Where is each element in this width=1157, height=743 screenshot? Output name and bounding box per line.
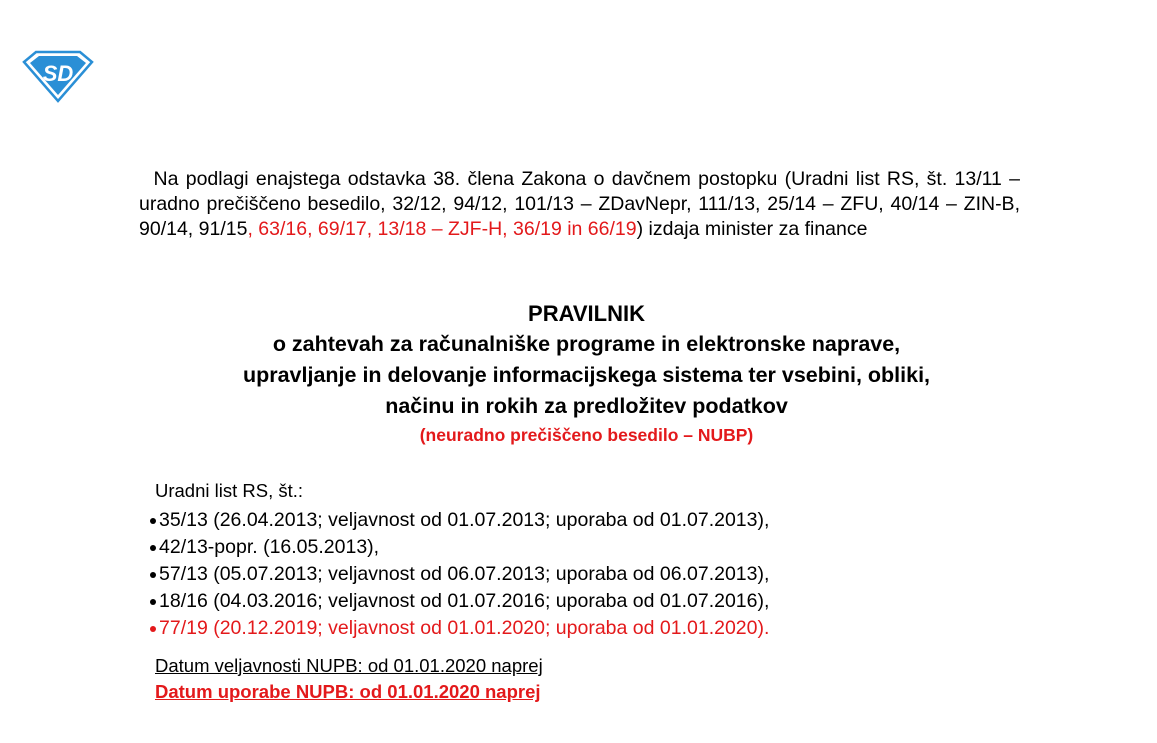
- bullet-icon: [150, 518, 156, 524]
- list-item-text: 42/13-popr. (16.05.2013),: [159, 536, 380, 558]
- title-line-2: upravljanje in delovanje informacijskega sistema ter vsebini, obliki,: [242, 363, 931, 387]
- title-note: (neuradno prečiščeno besedilo – NUBP): [419, 425, 754, 445]
- intro-paragraph: [139, 167, 1020, 242]
- intro-text-3: ) izdaja minister za finance: [636, 218, 868, 240]
- intro-text-1: Na podlagi enajstega odstavka 38. člena Zakona o davčnem postopku (Uradni list RS, št. 13/11 – uradno prečiščeno besedilo, 32/12, 94/12, 101/13 – ZDavNepr, 111/13, 25/14 – ZFU, 40/14 – ZIN-B, 90/14, 91/15: [139, 168, 1020, 240]
- list-item-text: 18/16 (04.03.2016; veljavnost od 01.07.2016; uporaba od 01.07.2016),: [159, 590, 770, 612]
- list-item-text: 57/13 (05.07.2013; veljavnost od 06.07.2013; uporaba od 06.07.2013),: [159, 563, 770, 585]
- list-item: [149, 534, 769, 561]
- application-date: Datum uporabe NUPB: od 01.01.2020 naprej: [155, 681, 541, 702]
- logo: [20, 48, 96, 104]
- validity-date: Datum veljavnosti NUPB: od 01.01.2020 naprej: [155, 655, 543, 676]
- list-item: [149, 588, 769, 615]
- bullet-icon: [150, 626, 156, 632]
- list-item: [149, 561, 769, 588]
- list-item-text: 77/19 (20.12.2019; veljavnost od 01.01.2020; uporaba od 01.01.2020).: [159, 617, 770, 639]
- title-block: [140, 299, 1033, 448]
- bullet-icon: [150, 599, 156, 605]
- list-item-text: 35/13 (26.04.2013; veljavnost od 01.07.2013; uporaba od 01.07.2013),: [159, 509, 770, 531]
- document-title: PRAVILNIK: [528, 301, 645, 326]
- list-item: [149, 615, 769, 642]
- dates-block: [155, 653, 543, 705]
- bullet-icon: [150, 545, 156, 551]
- title-line-3: načinu in rokih za predložitev podatkov: [385, 394, 788, 418]
- title-line-1: o zahtevah za računalniške programe in elektronske naprave,: [272, 332, 901, 356]
- bullet-icon: [150, 572, 156, 578]
- list-item: [149, 507, 769, 534]
- gazette-list: [149, 507, 769, 642]
- intro-text-amendments: , 63/16, 69/17, 13/18 – ZJF-H, 36/19 in 66/19: [247, 218, 637, 240]
- gazette-label: Uradni list RS, št.:: [155, 480, 304, 501]
- diamond-logo-icon: [20, 48, 96, 104]
- logo-text: SD: [42, 61, 74, 86]
